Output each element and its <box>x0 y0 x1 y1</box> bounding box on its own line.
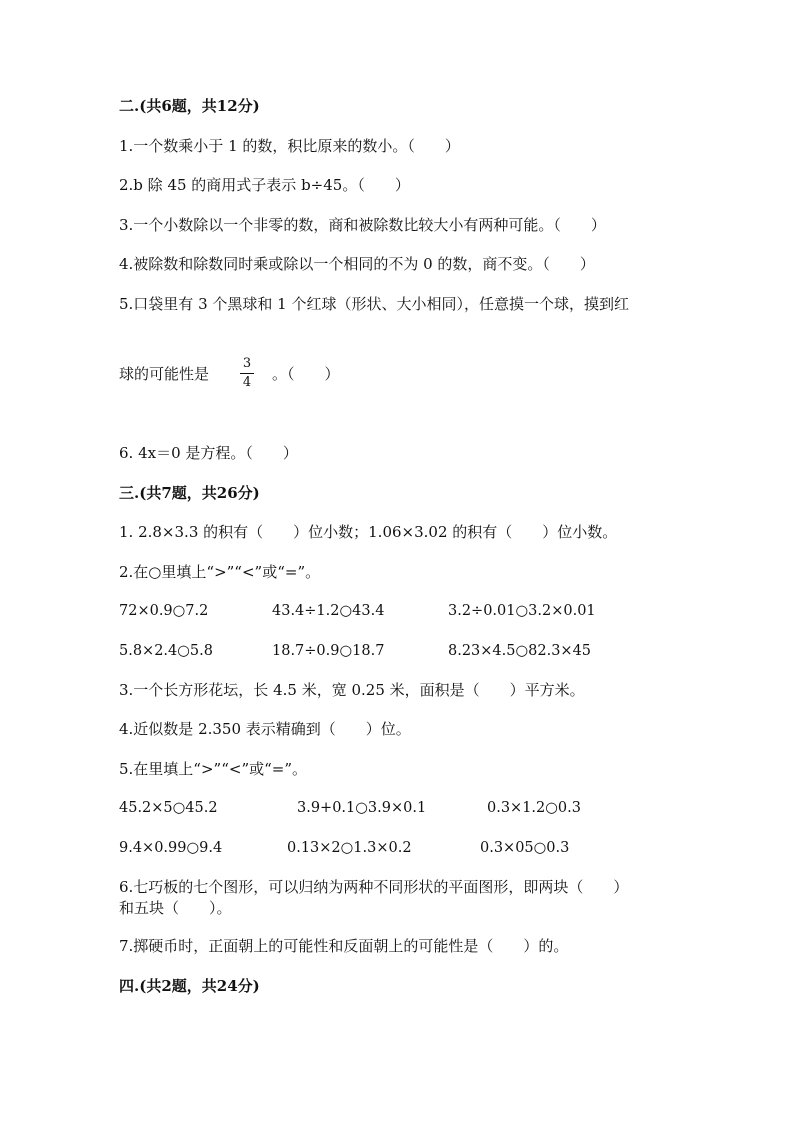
s3-question-6-line1: 6.七巧板的七个图形，可以归纳为两种不同形状的平面图形，即两块（ ） <box>119 878 629 896</box>
fraction <box>240 356 254 391</box>
fraction-denominator: 4 <box>242 375 252 390</box>
section-2-heading: 二.(共6题，共12分) <box>119 97 260 115</box>
comparison-item: 3.9+0.1○3.9×0.1 <box>297 800 427 816</box>
s2-question-2: 2.b 除 45 的商用式子表示 b÷45。（ ） <box>119 176 410 194</box>
s3-question-5: 5.在里填上“>”“<”或“=”。 <box>119 760 308 778</box>
s3-question-7: 7.掷硬币时，正面朝上的可能性和反面朝上的可能性是（ ）的。 <box>119 937 569 955</box>
s2-question-5-prefix: 球的可能性是 <box>119 365 210 383</box>
comparison-item: 3.2÷0.01○3.2×0.01 <box>448 603 596 619</box>
s3-q5-row-2 <box>119 838 679 858</box>
s3-question-2: 2.在○里填上“>”“<”或“=”。 <box>119 563 321 581</box>
s2-question-3: 3.一个小数除以一个非零的数，商和被除数比较大小有两种可能。（ ） <box>119 216 606 234</box>
s2-question-4: 4.被除数和除数同时乘或除以一个相同的不为 0 的数，商不变。（ ） <box>119 255 595 273</box>
s2-question-5-suffix: 。（ ） <box>272 365 340 383</box>
s3-q2-row-2 <box>119 641 679 661</box>
s3-question-4: 4.近似数是 2.350 表示精确到（ ）位。 <box>119 720 411 738</box>
comparison-item: 0.13×2○1.3×0.2 <box>287 840 412 856</box>
comparison-item: 45.2×5○45.2 <box>119 800 218 816</box>
s3-question-6-line2: 和五块（ ）。 <box>119 899 232 917</box>
section-3-heading: 三.(共7题，共26分) <box>119 484 260 502</box>
s2-question-6: 6. 4x＝0 是方程。（ ） <box>119 444 298 462</box>
s3-question-3: 3.一个长方形花坛，长 4.5 米，宽 0.25 米，面积是（ ）平方米。 <box>119 681 585 699</box>
comparison-item: 0.3×05○0.3 <box>480 840 570 856</box>
comparison-item: 0.3×1.2○0.3 <box>487 800 581 816</box>
comparison-item: 18.7÷0.9○18.7 <box>272 643 385 659</box>
s2-question-5-line1: 5.口袋里有 3 个黑球和 1 个红球（形状、大小相同），任意摸一个球，摸到红 <box>119 295 629 313</box>
s2-question-1: 1.一个数乘小于 1 的数，积比原来的数小。（ ） <box>119 137 460 155</box>
section-4-heading: 四.(共2题，共24分) <box>119 977 260 995</box>
comparison-item: 8.23×4.5○82.3×45 <box>448 643 592 659</box>
comparison-item: 9.4×0.99○9.4 <box>119 840 223 856</box>
s3-q2-row-1 <box>119 601 679 621</box>
comparison-item: 72×0.9○7.2 <box>119 603 209 619</box>
comparison-item: 43.4÷1.2○43.4 <box>272 603 385 619</box>
s3-question-1: 1. 2.8×3.3 的积有（ ）位小数；1.06×3.02 的积有（ ）位小数。 <box>119 523 618 541</box>
comparison-item: 5.8×2.4○5.8 <box>119 643 213 659</box>
s3-q5-row-1 <box>119 798 679 818</box>
fraction-numerator: 3 <box>242 356 252 371</box>
fraction-bar <box>240 373 254 374</box>
